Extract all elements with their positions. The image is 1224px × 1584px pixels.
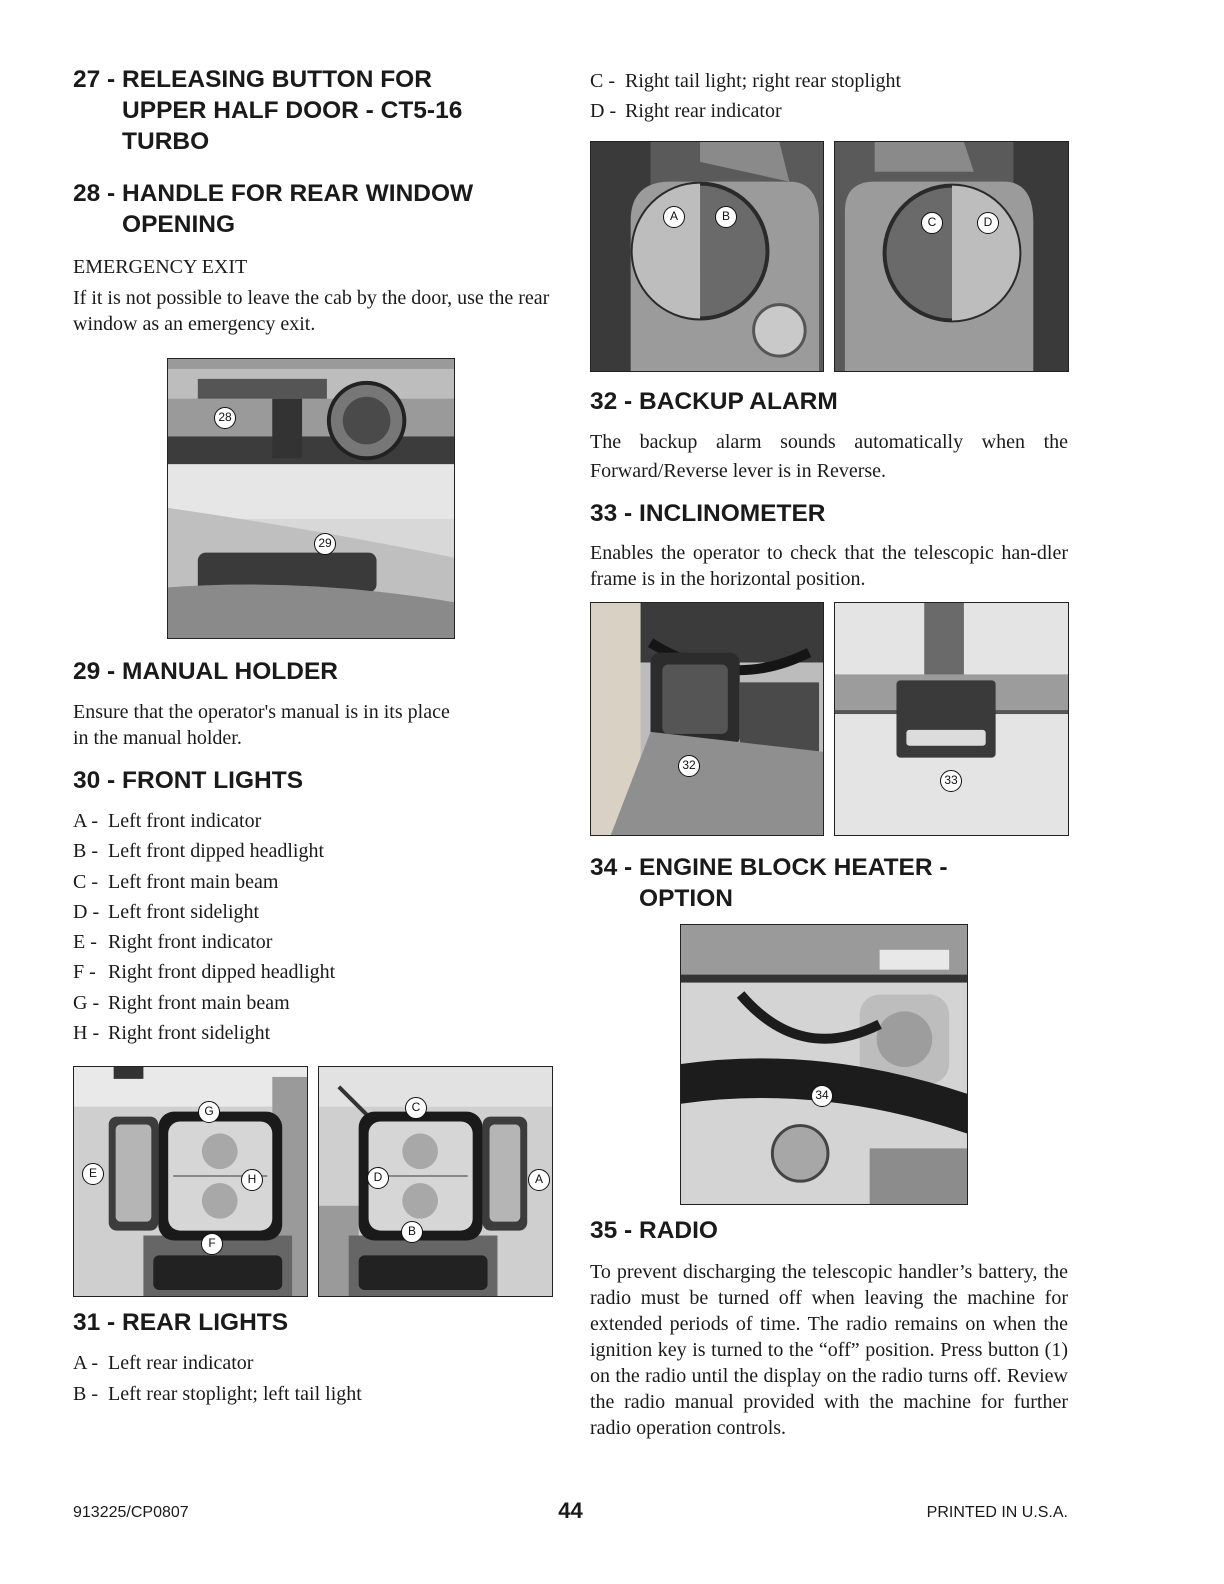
list-item: A - Left rear indicator <box>73 1352 254 1375</box>
rear-lights-list-continued <box>590 66 1068 127</box>
printed-in-label: PRINTED IN U.S.A. <box>926 1504 1068 1521</box>
list-item: A - Left front indicator <box>73 810 262 832</box>
manual-holder-text: Ensure that the operator's manual is in its place in the manual holder. <box>73 701 450 749</box>
page-footer <box>73 1500 1068 1530</box>
callout-c: C <box>405 1097 427 1119</box>
alarm-inclinometer-photos <box>590 602 1069 836</box>
backup-alarm-photo <box>590 602 824 836</box>
front-light-left-photo <box>318 1066 553 1297</box>
callout-28: 28 <box>214 407 236 429</box>
section-27-heading: 27 - RELEASING BUTTON FOR UPPER HALF DOOR - CT5-16 TURBO <box>73 66 463 155</box>
callout-rear-a: A <box>663 206 685 228</box>
inclinometer-text: Enables the operator to check that the telescopic han-dler frame is in the horizontal position. <box>590 541 1068 590</box>
inclinometer-illustration <box>835 603 1068 835</box>
list-item: C - Left front main beam <box>73 870 279 893</box>
rear-lights-photos <box>590 141 1069 372</box>
rear-light-left-photo <box>590 141 824 372</box>
rear-light-left-illustration <box>591 142 823 371</box>
front-light-right-illustration <box>74 1067 307 1296</box>
callout-h: H <box>241 1169 263 1191</box>
callout-e: E <box>82 1163 104 1185</box>
radio-text: To prevent discharging the telescopic handler’s battery, the radio must be turned off when leaving the machine for extended periods of time. The radio remains on when the ignition key is turned to the “off” position. Press button (1) on the radio until the display on the radio turns off. Review the radio manual provided with the machine for further radio operation controls. <box>590 1260 1068 1439</box>
callout-33: 33 <box>940 770 962 792</box>
inclinometer-photo <box>834 602 1069 836</box>
right-column <box>590 66 1068 1441</box>
list-item: F - Right front dipped headlight <box>73 961 336 984</box>
section-29-heading: 29 - MANUAL HOLDER <box>73 658 338 685</box>
callout-34: 34 <box>811 1085 833 1107</box>
callout-rear-c: C <box>921 212 943 234</box>
rear-light-right-photo <box>834 141 1069 372</box>
front-light-right-photo <box>73 1066 308 1297</box>
callout-rear-d: D <box>977 212 999 234</box>
rear-window-illustration <box>168 359 454 638</box>
backup-alarm-illustration <box>591 603 823 835</box>
callout-29: 29 <box>314 533 336 555</box>
front-lights-list <box>73 806 553 1048</box>
callout-d: D <box>367 1167 389 1189</box>
list-item: C - Right tail light; right rear stoplight <box>590 70 902 92</box>
engine-block-heater-illustration <box>681 925 967 1204</box>
callout-g: G <box>198 1101 220 1123</box>
callout-rear-b: B <box>715 206 737 228</box>
callout-f: F <box>201 1233 223 1255</box>
emergency-exit-subheading: EMERGENCY EXIT <box>73 256 248 278</box>
list-item: B - Left front dipped headlight <box>73 840 325 863</box>
backup-alarm-text: The backup alarm sounds automatically when the Forward/Reverse lever is in Reverse. <box>590 430 1068 482</box>
list-item: D - Right rear indicator <box>590 100 782 123</box>
document-number: 913225/CP0807 <box>73 1504 189 1521</box>
left-column <box>73 64 553 1409</box>
list-item: B - Left rear stoplight; left tail light <box>73 1382 362 1405</box>
callout-32: 32 <box>678 755 700 777</box>
list-item: G - Right front main beam <box>73 991 290 1014</box>
list-item: H - Right front sidelight <box>73 1022 271 1045</box>
section-34-heading: 34 - ENGINE BLOCK HEATER - OPTION <box>590 853 948 912</box>
engine-block-heater-photo <box>680 924 968 1205</box>
rear-light-right-illustration <box>835 142 1068 371</box>
list-item: E - Right front indicator <box>73 931 273 954</box>
emergency-exit-text: If it is not possible to leave the cab by the door, use the rear window as an emergency exit. <box>73 287 550 335</box>
section-30-heading: 30 - FRONT LIGHTS <box>73 767 304 794</box>
section-33-heading: 33 - INCLINOMETER <box>590 499 826 527</box>
section-32-heading: 32 - BACKUP ALARM <box>590 387 838 415</box>
front-light-left-illustration <box>319 1067 552 1296</box>
callout-b: B <box>401 1221 423 1243</box>
callout-a: A <box>528 1169 550 1191</box>
rear-window-photo <box>167 358 455 639</box>
front-lights-photos <box>73 1066 553 1297</box>
page-number: 44 <box>558 1498 583 1523</box>
rear-lights-list <box>73 1348 553 1409</box>
list-item: D - Left front sidelight <box>73 900 260 923</box>
section-31-heading: 31 - REAR LIGHTS <box>73 1309 289 1337</box>
section-35-heading: 35 - RADIO <box>590 1216 718 1244</box>
section-28-heading: 28 - HANDLE FOR REAR WINDOW OPENING <box>73 180 474 238</box>
